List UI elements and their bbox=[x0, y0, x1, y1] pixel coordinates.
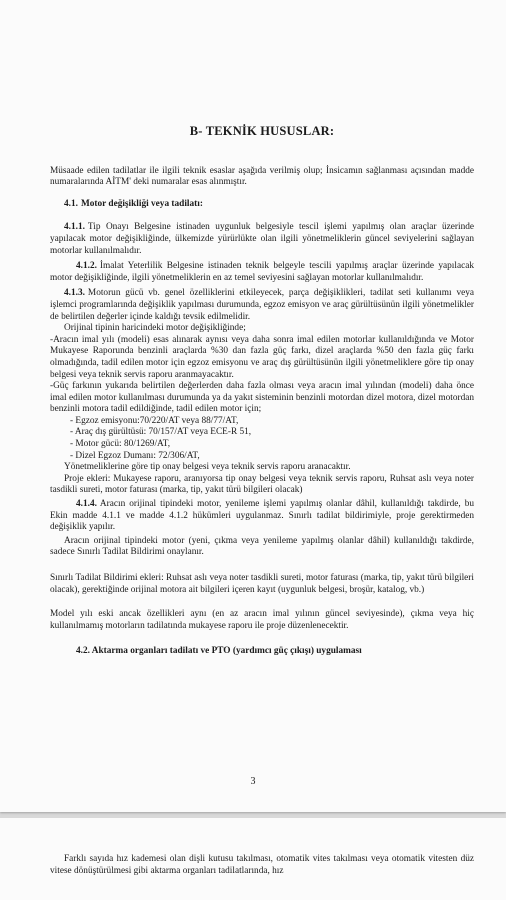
item-text: Motorun gücü vb. genel özelliklerini etkileyecek, parça değişiklikleri, tadilat seti kullanımı veya işlemci programlarında değişiklik yapılması durumunda, egzoz emisyon ve araç gürültüsünün ilgili yönetmelikler de belirtilen değerler içinde kaldığı tevsik edilmelidir. bbox=[50, 288, 474, 322]
condition-paragraph-1: -Aracın imal yılı (modeli) esas alınarak aynısı veya daha sonra imal edilen motorlar kullanıldığında ve Motor Mukayese Raporunda benzinli araçlarda %30 dan fazla güç farkı, dizel araçlarda %50 den fazla güç farkı olmadığında, tadil edilen motor için egzoz emisyonu ve araç dış gürültüsünün ilgili yönetmeliklere göre tip onay belgesi veya teknik servis raporu aranmayacaktır. bbox=[50, 334, 474, 380]
item-number: 4.1.3. bbox=[64, 288, 85, 299]
item-text: İmalat Yeterlilik Belgesine istinaden teknik belgeyle tescili yapılmış araçlar üzerinde yapılacak motor değişikliğinde, ilgili yönetmeliklerin en az temel seviyesini sağlayan motorlar kullanılmalıdır. bbox=[50, 261, 474, 283]
regulations-note: Yönetmeliklerine göre tip onay belgesi veya teknik servis raporu aranacaktır. bbox=[64, 462, 351, 473]
original-motor-paragraph: Aracın orijinal tipindeki motor (yeni, çıkma veya yenileme yapılmış olanlar dâhil) kullanıldığı takdirde, sadece Sınırlı Tadilat Bildirimi onaylanır. bbox=[50, 535, 474, 558]
item-4-1-1 bbox=[50, 222, 474, 257]
regulation-item: - Egzoz emisyonu:70/220/AT veya 88/77/AT, bbox=[70, 415, 239, 426]
original-engine-line: Orijinal tipinin haricindeki motor değişikliğinde; bbox=[64, 323, 246, 334]
item-number: 4.1.1. bbox=[64, 222, 85, 233]
item-4-1-3 bbox=[50, 288, 474, 323]
item-text: Tip Onayı Belgesine istinaden uygunluk belgesiyle tescil işlemi yapılmış olan araçlar üzerinde yapılacak motor değişikliğinde, ülkemizde yürürlükte olan ilgili yönetmeliklerin güncel seviyelerini sağlayan motorlar kullanılmalıdır. bbox=[50, 222, 474, 256]
next-page bbox=[0, 818, 506, 900]
item-4-1-2 bbox=[50, 261, 474, 284]
section-title: Motor değişikliği veya tadilatı: bbox=[80, 198, 203, 209]
section-heading-4-2 bbox=[76, 646, 474, 658]
item-text: Aracın orijinal tipindeki motor, yenileme işlemi yapılmış olanlar dâhil, kullanıldığı takdirde, bu Ekin madde 4.1.1 ve madde 4.1.2 hükümleri uygulanmaz. Sınırlı tadilat bildirimiyle, proje gerektirmeden değişiklik yapılır. bbox=[50, 499, 474, 533]
item-number: 4.1.2. bbox=[76, 261, 97, 272]
page-number: 3 bbox=[250, 776, 256, 787]
section-number: 4.2. bbox=[76, 646, 90, 657]
section-number: 4.1. bbox=[64, 198, 78, 209]
condition-paragraph-2: -Güç farkının yukarıda belirtilen değerlerden daha fazla olması veya aracın imal yılından (modeli) daha önce imal edilen motor kullanılması durumunda ya da yakıt sisteminin benzinli motordan dizel motora, dizel motordan benzinli motora tadil edildiğinde, tadil edilen motor için; bbox=[50, 381, 474, 415]
regulation-item: - Motor gücü: 80/1269/AT, bbox=[70, 439, 171, 450]
regulation-item: - Araç dış gürültüsü: 70/157/AT veya ECE-R 51, bbox=[70, 427, 252, 438]
model-year-paragraph: Model yılı eski ancak özellikleri aynı (en az aracın imal yılının güncel seviyesinde), çıkma veya hiç kullanılmamış motorların tadilatında mukayese raporu ile proje düzenlenecektir. bbox=[50, 609, 474, 631]
next-page-paragraph: Farklı sayıda hız kademesi olan dişli kutusu takılması, otomatik vites takılması veya otomatik vitesten düz vitese dönüştürülmesi gibi aktarma organları tadilatlarında, hız bbox=[50, 854, 474, 876]
limited-notice-extras: Sınırlı Tadilat Bildirimi ekleri: Ruhsat aslı veya noter tasdikli sureti, motor faturası (marka, tip, yakıt türü bilgileri olacak), gerektiğinde orijinal motora ait bilgileri içeren kayıt (uygunluk belgesi, broşür, katalog, vb.) bbox=[50, 573, 474, 595]
page-content bbox=[50, 126, 474, 658]
section-title: Aktarma organları tadilatı ve PTO (yardımcı güç çıkışı) uygulaması bbox=[91, 646, 362, 657]
regulation-item: - Dizel Egzoz Dumanı: 72/306/AT, bbox=[70, 450, 200, 461]
item-number: 4.1.4. bbox=[76, 499, 97, 510]
section-heading-4-1 bbox=[64, 199, 474, 211]
page-title: B- TEKNİK HUSUSLAR: bbox=[189, 124, 335, 138]
project-extras: Proje ekleri: Mukayese raporu, aranıyorsa tip onay belgesi veya teknik servis raporu, Ruhsat aslı veya noter tasdikli sureti, motor faturası (marka, tip, yakıt türü bilgileri olacak) bbox=[50, 473, 474, 496]
item-4-1-4 bbox=[50, 499, 474, 534]
intro-paragraph: Müsaade edilen tadilatlar ile ilgili teknik esaslar aşağıda verilmiş olup; İnsicamın sağlanması açısından madde numaralarında AİTM' deki numaralar esas alınmıştır. bbox=[50, 165, 474, 188]
